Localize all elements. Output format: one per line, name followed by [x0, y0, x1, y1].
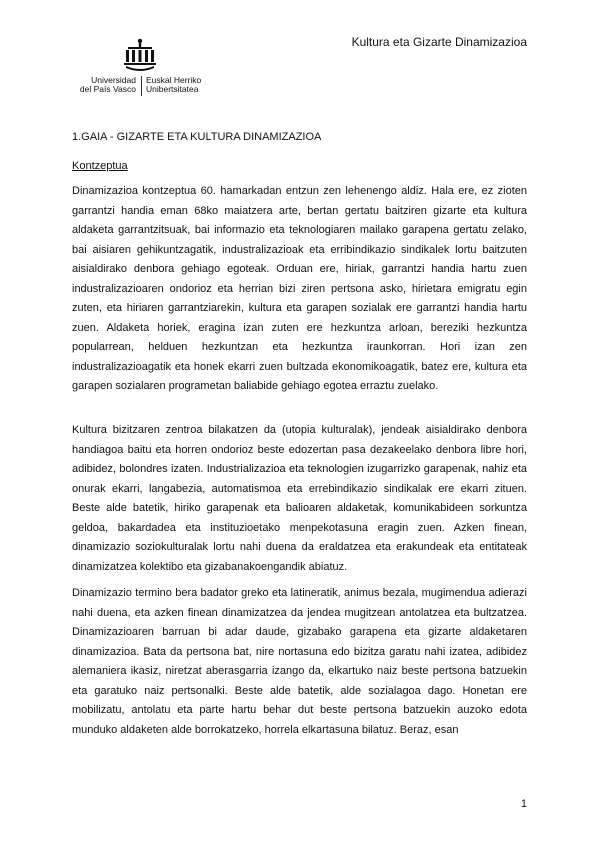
university-logo: [76, 38, 206, 98]
logo-text-basque: Euskal Herriko Unibertsitatea: [146, 75, 202, 94]
running-header-title: Kultura eta Gizarte Dinamizazioa: [351, 35, 527, 49]
paragraph: Kultura bizitzaren zentroa bilakatzen da (utopia kulturalak), jendeak aisialdirako denbora handiagoa baitu eta horren ondorioz beste edozertan pasa dezakeelako denbora libre hori, adibidez, bolondres izaten. Industrializazioa eta teknologien izugarrizko garapenak, nahiz eta onurak ekarri, langabezia, automatismoa eta errebindikazio sindikalak ere ekarri zituen. Beste alde batetik, hiriko garapenak eta balioaren aldaketak, komunikabideen sorkuntza geldoa, bakardadea eta instituzioetako menpekotasuna eragin zuen. Azken finean, dinamizazio soziokulturalak lortu nahi duena da eraldatzea eta erakundeak eta entitateak dinamizatzea kolektibo eta gizabanakoengandik abiatuz.: [72, 424, 527, 573]
subheading: Kontzeptua: [72, 160, 128, 172]
section-title: 1.GAIA - GIZARTE ETA KULTURA DINAMIZAZIOA: [72, 131, 322, 143]
page-number: 1: [520, 798, 527, 810]
university-emblem-icon: [120, 38, 160, 72]
logo-text-spanish: Universidad del País Vasco: [79, 75, 136, 94]
paragraph: Dinamizazio termino bera badator greko eta latineratik, animus bezala, mugimendua adierazi nahi duena, eta azken finean dinamizatzea da jendea mugitzean antolatzea eta bultzatzea. Dinamizazioaren barruan bi adar daude, gizabako garapena eta gizarte aldaketaren dinamizazioa. Bata da pertsona bat, nire nortasuna edo bizitza garatu nahi izatea, adibidez alemaniera ikasiz, niretzat aberasgarria izango da, elkartuko naiz beste pertsona batzuekin eta garatuko naiz pertsonalki. Beste alde batetik, alde sozialagoa dago. Honetan ere mobilizatu, antolatu eta parte hartu behar dut beste pertsona batzuekin auzoko edota munduko aldaketen alde borrokatzeko, horrela elkartasuna bilatuz. Beraz, esan: [72, 587, 527, 736]
paragraph: Dinamizazioa kontzeptua 60. hamarkadan entzun zen lehenengo aldiz. Hala ere, ez zioten garrantzi handia eman 68ko maiatzera arte, bertan gertatu baitziren gizarte eta kultura aldaketa garrantzitsuak, bai informazio eta teknologiaren mailako garapena gertatu zelako, bai aisiaren gehikuntzagatik, industralizazioak eta erribindikazio sindikalek lortu baitzuten aisialdirako denbora gehiago egoteak. Orduan ere, hiriak, garrantzi handia hartu zuen industralizazioaren ondorioz eta herrian bizi ziren pertsona asko, hirietara emigratu egin zuten, eta hiriaren garrantziarekin, kultura eta garapen sozialak ere garrantzi handia hartu zuen. Aldaketa horiek, eragina izan zuten ere hezkuntza arloan, bereziki hezkuntza popularrean, helduen hezkuntzan eta hezkuntza iraunkorran. Hori izan zen industralizazioagatik eta honek ekarri zuen bultzada ekonomikoagatik, batez ere, kultura eta garapen sozialaren programetan baliabide gehiago egotea erraztu zuelako.: [72, 185, 527, 392]
logo-divider: [141, 76, 142, 96]
